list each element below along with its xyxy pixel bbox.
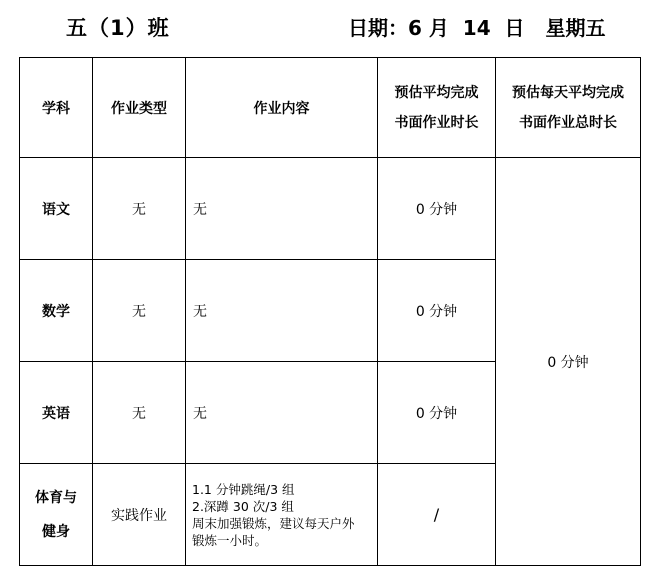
table-row bbox=[20, 158, 641, 260]
subject-cell: 英语 bbox=[20, 362, 93, 464]
content-line: 锻炼一小时。 bbox=[192, 532, 268, 548]
header-content: 作业内容 bbox=[186, 58, 378, 158]
total-time-cell: 0 分钟 bbox=[496, 158, 641, 566]
class-title: 五（1）班 bbox=[66, 16, 170, 40]
content-cell: 无 bbox=[186, 362, 378, 464]
type-cell: 无 bbox=[93, 260, 186, 362]
content-cell: 无 bbox=[186, 260, 378, 362]
time-cell: 0 分钟 bbox=[378, 158, 496, 260]
homework-table bbox=[19, 57, 641, 566]
header-total-time-line1: 预估每天平均完成 bbox=[512, 84, 624, 101]
header-type: 作业类型 bbox=[93, 58, 186, 158]
subject-cell: 数学 bbox=[20, 260, 93, 362]
date-label: 日期：6 月 14 日 星期五 bbox=[348, 16, 606, 40]
content-line: 1.1 分钟跳绳/3 组 bbox=[192, 481, 295, 497]
subject-line2: 健身 bbox=[42, 523, 70, 540]
header-total-time-line2: 书面作业总时长 bbox=[519, 114, 617, 131]
type-cell: 无 bbox=[93, 158, 186, 260]
subject-line1: 体育与 bbox=[35, 489, 77, 506]
header-avg-time-line2: 书面作业时长 bbox=[394, 114, 479, 131]
content-line: 周末加强锻炼，建议每天户外 bbox=[192, 515, 355, 531]
time-cell: 0 分钟 bbox=[378, 362, 496, 464]
time-cell: 0 分钟 bbox=[378, 260, 496, 362]
content-cell bbox=[186, 464, 378, 566]
header-avg-time-line1: 预估平均完成 bbox=[394, 84, 479, 101]
header-total-time bbox=[496, 58, 641, 158]
content-cell: 无 bbox=[186, 158, 378, 260]
subject-cell: 语文 bbox=[20, 158, 93, 260]
type-cell: 实践作业 bbox=[93, 464, 186, 566]
content-line: 2.深蹲 30 次/3 组 bbox=[192, 498, 294, 514]
subject-cell bbox=[20, 464, 93, 566]
time-cell: / bbox=[378, 464, 496, 566]
table-header-row bbox=[20, 58, 641, 158]
type-cell: 无 bbox=[93, 362, 186, 464]
header-avg-time bbox=[378, 58, 496, 158]
header-subject: 学科 bbox=[20, 58, 93, 158]
